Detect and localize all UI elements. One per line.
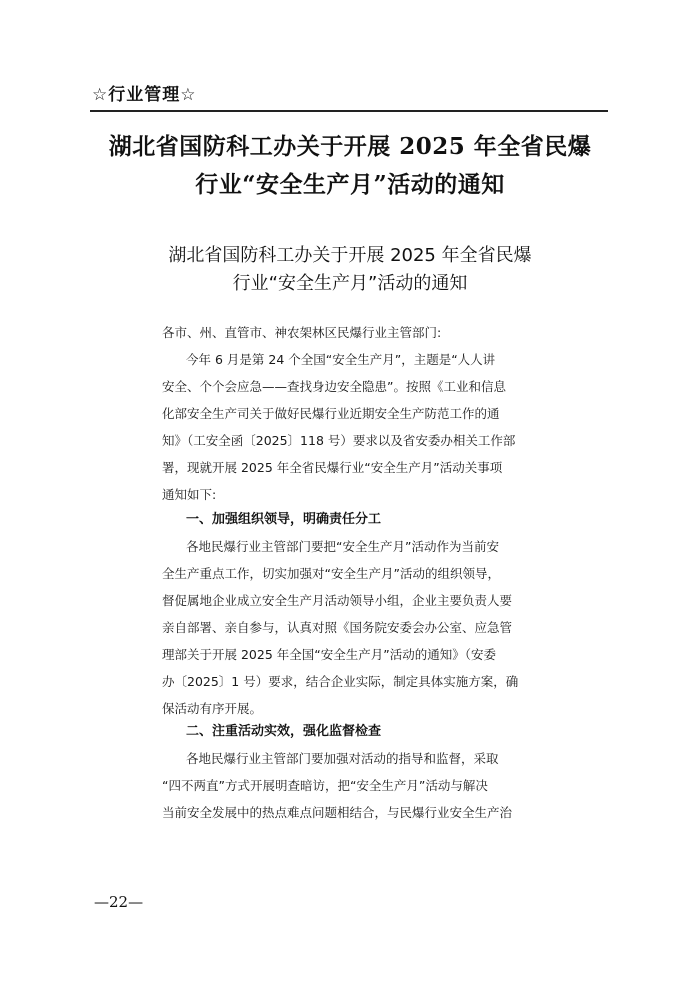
main-title-line-2: 行业“安全生产月”活动的通知 <box>195 171 505 198</box>
paragraph-line: 全生产重点工作，切实加强对“安全生产月”活动的组织领导， <box>162 566 500 581</box>
paragraph-line: 通知如下: <box>162 487 217 502</box>
paragraph-line: 当前安全发展中的热点难点问题相结合，与民爆行业安全生产治 <box>162 805 513 820</box>
salutation: 各市、州、直管市、神农架林区民爆行业主管部门: <box>162 325 442 340</box>
paragraph-line: 保活动有序开展。 <box>162 701 263 716</box>
document-title-line-2: 行业“安全生产月”活动的通知 <box>232 273 468 294</box>
paragraph-line: 署，现就开展 2025 年全省民爆行业“安全生产月”活动关事项 <box>162 460 503 475</box>
paragraph-line: 各地民爆行业主管部门要加强对活动的指导和监督，采取 <box>186 751 499 766</box>
paragraph-line: “四不两直”方式开展明查暗访，把“安全生产月”活动与解决 <box>162 778 488 793</box>
paragraph-line: 今年 6 月是第 24 个全国“安全生产月”，主题是“人人讲 <box>186 352 496 367</box>
paragraph-line: 各地民爆行业主管部门要把“安全生产月”活动作为当前安 <box>186 539 499 554</box>
document-title-line-1: 湖北省国防科工办关于开展 2025 年全省民爆 <box>168 245 532 266</box>
paragraph-line: 办〔2025〕1 号）要求，结合企业实际，制定具体实施方案，确 <box>162 674 519 689</box>
header-divider <box>90 110 608 112</box>
paragraph-line: 亲自部署、亲自参与，认真对照《国务院安委会办公室、应急管 <box>162 620 513 635</box>
paragraph-line: 理部关于开展 2025 年全国“安全生产月”活动的通知》（安委 <box>162 647 496 662</box>
paragraph-line: 知》（工安全函〔2025〕118 号）要求以及省安委办相关工作部 <box>162 433 516 448</box>
page-number: —22— <box>94 893 144 911</box>
paragraph-line: 安全、个个会应急——查找身边安全隐患”。按照《工业和信息 <box>162 379 506 394</box>
section-header-label: ☆行业管理☆ <box>92 85 197 105</box>
section-heading-1: 一、加强组织领导，明确责任分工 <box>186 512 382 527</box>
paragraph-line: 督促属地企业成立安全生产月活动领导小组，企业主要负责人要 <box>162 593 513 608</box>
main-title-line-1: 湖北省国防科工办关于开展 2025 年全省民爆 <box>108 133 592 160</box>
paragraph-line: 化部安全生产司关于做好民爆行业近期安全生产防范工作的通 <box>162 406 500 421</box>
section-heading-2: 二、注重活动实效，强化监督检查 <box>186 724 382 739</box>
